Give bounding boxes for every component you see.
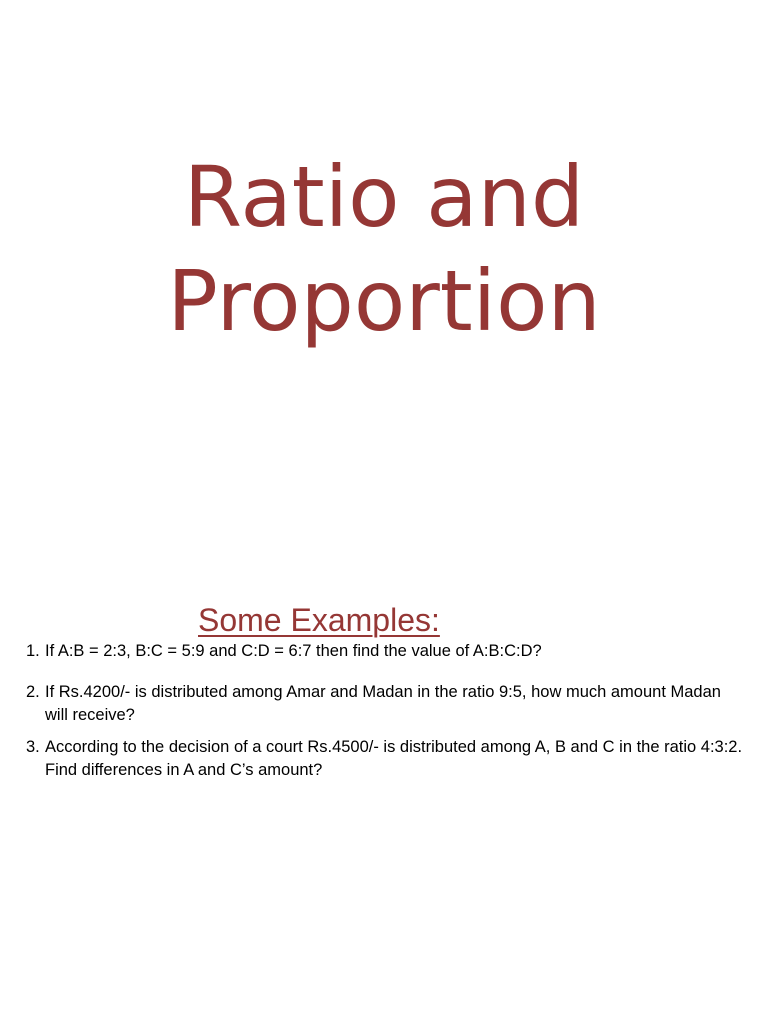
examples-list: [26, 640, 746, 782]
slide-title-line-1: Ratio and: [183, 148, 585, 246]
example-text: According to the decision of a court Rs.4500/- is distributed among A, B and C in the ratio 4:3:2. Find differences in A and C’s amount?: [45, 738, 743, 779]
example-item-1: [26, 640, 746, 663]
example-text: If A:B = 2:3, B:C = 5:9 and C:D = 6:7 then find the value of A:B:C:D?: [45, 642, 542, 660]
example-number: 1.: [26, 642, 40, 660]
examples-heading: Some Examples:: [198, 602, 440, 638]
example-number: 2.: [26, 683, 40, 701]
slide-title-line-2: Proportion: [167, 252, 601, 350]
example-number: 3.: [26, 738, 40, 756]
example-item-2: [26, 681, 746, 727]
example-text: If Rs.4200/- is distributed among Amar and Madan in the ratio 9:5, how much amount Madan will receive?: [45, 683, 721, 724]
slide-title: [0, 145, 768, 353]
example-item-3: [26, 736, 746, 782]
